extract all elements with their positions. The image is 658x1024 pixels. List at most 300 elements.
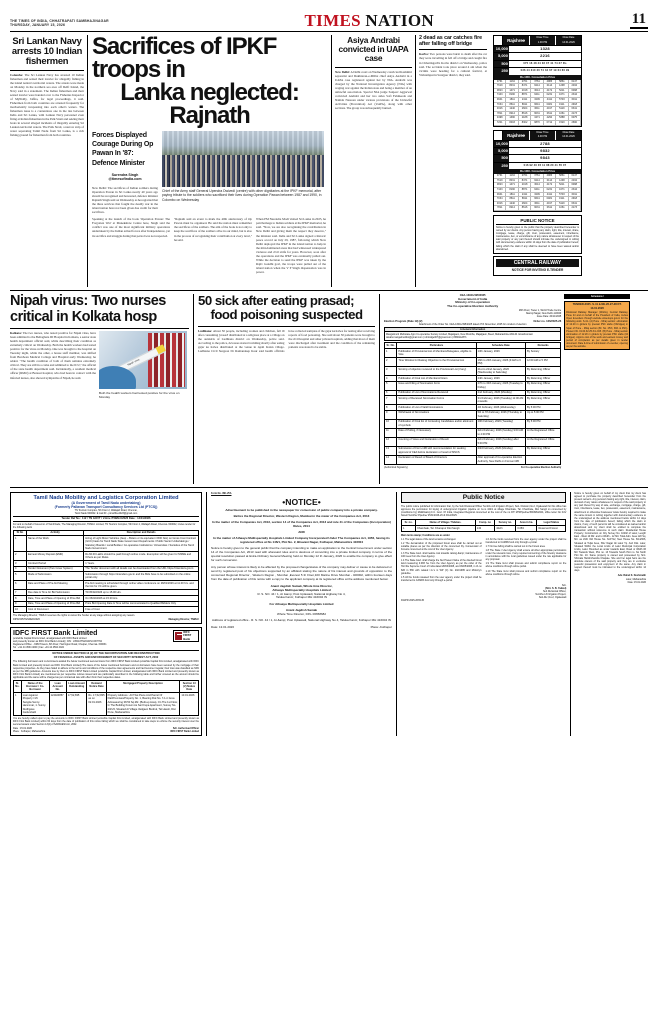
lottery-box	[493, 130, 582, 212]
tnmlc-note: The Managing Director, TNMLC reserves the rights to cancel the Tender at any stage without assigning any reason.	[13, 613, 136, 617]
lottery-number: 1061	[556, 206, 568, 211]
lottery-prize-row: 500 9843	[494, 154, 581, 161]
table-row: 10 Cost of Document Free of Cost	[14, 607, 199, 613]
lottery-number: 8214	[506, 112, 518, 117]
body-nipah	[10, 331, 96, 399]
idfc-logo-mark	[175, 632, 182, 640]
lottery-number: 0498	[494, 116, 506, 121]
headline-car-fire: 2 dead as car catches fire after falling off bridge	[419, 35, 483, 48]
lottery-box	[493, 35, 582, 127]
body-prasad	[198, 329, 375, 353]
table-row: 9 Withdrawal of Nominations 5th to 7th February, 2026 (Thursday to Saturday) Up to 5:00 PM	[385, 410, 561, 419]
lottery-number: 0481	[544, 103, 556, 108]
lottery-number: 2344	[569, 188, 581, 193]
tnmlc-tender-ref: Tender Ref No : 112 / TN GOVT / V-Hire /TNMLC/2026 Date : 14/01/2026	[13, 516, 199, 522]
public-notice-term: 1.6 All the funds received from the user agency under the project shall be transferred to CAMPA fund only through e-portal.	[485, 537, 567, 544]
lottery-number: 0761	[494, 174, 506, 179]
lottery-draw-date: Draw Date 14.01.2026	[555, 36, 581, 45]
lottery-number: 3014	[531, 183, 543, 188]
public-notice-small-body: Notice is hereby given to the public that the property described hereunder is owned by our clients. Any person having any claim, right, title, interest, share, mortgage, lease, charge, gift, trust, possession, easement, inheritance, maintenance, lien, or encumbrance of any nature whatsoever in respect of the said property or any part thereof should intimate the undersigned in writing with documentary evidence within 14 days from the date of publication hereof, failing which the claim if any shall be deemed to have been waived and/or abandoned.	[496, 225, 579, 251]
lottery-number: 5861	[556, 80, 568, 85]
table-row: 2 Time Window for Raising Objection to the Provisional List 16th to 20th January, 2026 (9 AM to 6 PM) 12:00 AM to 5 PM	[385, 357, 561, 366]
section-title-times: TIMES	[304, 11, 361, 30]
inc25a-sig-title: Whole Time Director, DIN- 06658682	[276, 612, 327, 617]
public-notice-term: 1.5 All the funds released from the user agency under the project shall be transferred to CAMPA fund only through e-portal.	[401, 575, 482, 582]
coop-order-no: Order no. 126/2025-26	[533, 319, 562, 323]
lottery-number: 3761	[531, 174, 543, 179]
table-row: 11 Date of Polling, if Necessary 22nd February, 2026 (Sunday) 9:00 AM to 4:00 PM At the Registered Office	[385, 428, 561, 437]
lottery-number: 1811	[506, 98, 518, 103]
coop-address1: 28th Floor, Tower 1, World Trade Centre	[518, 309, 562, 313]
lottery-number: 2918	[569, 103, 581, 108]
inc25a-body1: Notice is hereby given to the general public that the company intending to make an application to the Central Government under section 14 of the Companies Act, 2013 read with aforesaid rules and is desirous of converting into a private limited company in terms of the special resolution passed at Extra-Ordinary General Meeting held on Monday 12 th January, 2026 to enable the company to give effect for such conversion.	[211, 546, 392, 563]
coop-ref-no: CEA-13911/495/2025	[459, 294, 486, 297]
lottery-number: 3209	[531, 98, 543, 103]
inc25a-sub4: In the matter of Athaayu Multispecialty Hospitals Limited Company Incorporated Under The Companies Act, 1956, having its registered office at No 146/1, Plot No. 2, Bhavani Nagar, Kolhapur, Maharashtra 416004	[213, 535, 390, 544]
central-railway-tender-box	[564, 301, 630, 350]
lottery-number: 2173	[569, 206, 581, 211]
lottery-number: 8302	[519, 121, 531, 126]
lottery-number: 9031	[531, 206, 543, 211]
idfc-notice-title2: OF FINANCIAL ASSETS AND ENFORCEMENT OF SECURITY INTEREST ACT, 2002	[53, 655, 159, 659]
tnmlc-address2: Tamil Nadu 600002. E mail ID - ptcsoffice2023@gmail.com	[74, 512, 138, 516]
lottery-number: 8471	[519, 84, 531, 89]
table-header-row: Sr. no. Name of Village / Talukas. Comp. no Survey no. Area in ha. Legal Status	[402, 520, 566, 526]
notices-section	[10, 492, 648, 736]
table-row: 10 Publication of Final list of Contesting Candidates and/or allotment of symbols 10th February, 2026 (Tuesday) By 5:00 PM	[385, 419, 561, 428]
public-notice-sign3: Sub Divisional Officer,	[542, 590, 567, 594]
coop-authority-line: The Co-operative Election Authority	[447, 304, 499, 309]
inc25a-for: For Athaayu Multispecialty Hospitals Limited	[269, 602, 334, 607]
public-notice-term: 1.9 The State Govt shall process and submit compliance report on the above conditions through online portal.	[485, 562, 567, 569]
annexure-label: Annexure-I	[564, 294, 630, 299]
kicker-ipkf: Forces Displayed Courage During Op Pawan In '87: Defence Minister	[92, 132, 154, 167]
lottery-number: 9870	[531, 121, 543, 126]
body-text: The two nurses, who tested positive for Nipah virus, have been admitted to the Beliaghata ID Hospital in Kolkata, a senior state health department official said, while describing their condition as extremely critical on Wednesday. Both the health workers had tested positive for the virus on Monday. One was brought to the hospital on Tuesday night, while the other, a house staff member, was shifted from Burdwan Medical College and Hospital early Wednesday, he added. "The health condition of both of them remains extremely critical. They are still in a coma and admitted to the ICU," the official of the state health department said. Incidentally, a resident medical officer (RMO) at Barasat hospital, who had been in contact with the infected nurses, also showed symptoms of Nipah, he said.	[10, 331, 97, 380]
story-nipah	[10, 294, 194, 484]
lottery-number: 1298	[556, 84, 568, 89]
lottery-number: 2034	[569, 179, 581, 184]
byline-email: @timesofindia.com	[108, 177, 142, 182]
lottery-header	[494, 36, 581, 45]
body-ipkf-col4: When PM Narendra Modi visited Sri Lanka in 2025, he paid homage to Indian soldiers at the IPKF memorial, he said. "Now, we are also recognising the contribution in New Delhi and giving them the respect they deserve," the minister said. India and Sri Lanka signed a historic peace accord on July 29, 1987, following which New Delhi deployed the IPKF in the island nation to help in the mid-dominated areas that had witnessed widespread violence and civil strife for years. However, soon after the operations and the IPKF was eventually pulled out. While the decision to send the IPKF was taken by the Rajiv Gandhi govt, the troops were pulled out of the island nation when the V P Singh dispensation was in power.	[256, 217, 326, 274]
publication-date: THURSDAY, JANUARY 15, 2026	[10, 23, 66, 28]
lottery-number: 1390	[506, 116, 518, 121]
lottery-number: 4411	[544, 193, 556, 198]
lottery-number: 7811	[494, 112, 506, 117]
table-row: 6 Date and Place of Pre-bid Meeting Pre-bid meeting is scheduled through online video conference on 28/01/2026 at 11.00 hrs. and the link for VC will be given.	[14, 581, 199, 590]
lottery-number: 5211	[556, 183, 568, 188]
right-notice-sign: Adv. Rahul K. Deshmukh	[617, 574, 646, 578]
lottery-number: 1240	[506, 107, 518, 112]
table-row: 7 Due date & Time for Bid Submission Till 05/02/2026 up to 15.00 Hrs.	[14, 590, 199, 596]
idfc-notice-title1: NOTICE UNDER SECTION 13 (2) OF THE SECURITIZATION AND RECONSTRUCTION	[13, 650, 199, 656]
public-notice-sign1: Sd/-	[561, 583, 567, 587]
body-ipkf-col1	[92, 186, 158, 214]
headline-ipkf-line2: Lanka neglected: Rajnath	[120, 79, 299, 129]
lottery-number: 5119	[556, 107, 568, 112]
lottery-number: 4172	[544, 183, 556, 188]
coop-address2: Nauroji Nagar, New Delhi-110029	[525, 312, 562, 316]
lottery-number: 0712	[544, 121, 556, 126]
inc25a-sub2: Before the Regional Director, Western Region, Mumbai in the mater of the Companies Act, 2013	[233, 514, 370, 518]
lottery-number: 4172	[544, 89, 556, 94]
lottery-number: 5861	[556, 174, 568, 179]
lottery-number: 5703	[556, 98, 568, 103]
body-ipkf-col3: "Rajnath said an event to mark the 40th anniversary of Op Pawan must be organised. He said the nation must remember the sacrifices of the soldiers. The aim of the book is not only to keep the sacrifices of the soldiers alive in our mind, but is also in the process of recognising their contribution at every level," he said.	[174, 217, 252, 242]
tnmlc-address1: TN Tourism Complex, 5th Floor 2, Wallajah Road, Chennai,	[74, 509, 138, 512]
lottery-number: 8031	[506, 179, 518, 184]
lottery-number: 4017	[544, 202, 556, 207]
photo-tube-label: Nipah virus	[127, 358, 141, 368]
table-row: 5 Issue and Filing of Nomination Form 27th to 30th January, 2026 (Tuesday to Friday) By Returning Officer	[385, 381, 561, 390]
body-text: The Sri Lankan Navy has arrested 10 Indian fishermen and seized their trawler for allegedly fishing in the island nation's territorial waters. The arrests were made on Monday in the northern sea area off Delft Island, the Navy said in a statement. The Indian fishermen and their seized trawler were handed over to the Fisheries Inspector of Mylliddy, Jaffna, for legal proceedings, it said. Fishermen from both countries are arrested frequently for inadvertently trespassing into each other's waters. The fishermen issue is a contentious one in the ties between India and Sri Lanka, with Lankan Navy personnel even firing at Indian fishermen in the Palk Strait and seizing their boats in several alleged incidents of illegality entering Sri Lankan territorial waters. The Palk Strait, a narrow strip of water separating Tamil Nadu from Sri Lanka, is a rich fishing ground for fishermen from both countries.	[10, 72, 85, 138]
section-title-nation: NATION	[365, 11, 434, 30]
lottery-number: 0611	[544, 206, 556, 211]
lottery-number: 0231	[544, 93, 556, 98]
lottery-number: 1671	[556, 93, 568, 98]
lottery-number: 3014	[531, 89, 543, 94]
masthead	[10, 6, 648, 32]
public-notice-term: 1.2 The demarcation of the proposed forest area shall be carried out at suitable places as per the direction of the concerned Dy. Conservator of Forests concerned at the cost of the User Agency.	[401, 541, 482, 551]
inc25a-sub1: Advertisement to be published in the newspaper for conversion of public company into a private company.	[225, 508, 378, 513]
headline-prasad-line2: food poisoning suspected	[210, 307, 363, 323]
lottery-number: 3611	[531, 202, 543, 207]
public-notice-term: 1.10 The State Govt shall process and submit compliance report on the above conditions through online.	[485, 569, 567, 576]
lottery-number: 1298	[556, 179, 568, 184]
lottery-number: 7619	[494, 84, 506, 89]
lottery-number: 2918	[569, 197, 581, 202]
lottery-number: 6098	[569, 89, 581, 94]
table-row: 14 Declaration of Result of Board of Directors After approval of Co-operative Election Authority, New Delhi on Format 13B	[385, 455, 561, 464]
lottery-number: 9031	[531, 112, 543, 117]
inc25a-sig-name: Anant Jagdish Samak	[285, 608, 318, 613]
table-row: 4 Tender Document (Two Cover System) The Tender document with all details can be downloaded from the URL https://tntenders.gov.in	[14, 566, 199, 572]
body-ipkf-col2: Speaking at the launch of the book 'Operation Pawan: The Forgotten War' at Manekshaw Centre here, Singh said the conflict was one of the most significant military operations undertaken by the Indian armed forces after Independence, yet its sacrifice and struggle during that period was not respected.	[92, 217, 170, 238]
section-title	[305, 12, 434, 29]
table-row: 6 Publication of List of Nominations Received 2nd February, 2026 (Monday) By Returning Officer	[385, 390, 561, 396]
tnmlc-tender-notice	[10, 492, 202, 624]
dateline: Kolkata:	[10, 331, 22, 335]
tnmlc-dipr: DIPR/345/TENDER/2026	[13, 617, 40, 621]
lottery-number: 2604	[519, 202, 531, 207]
idfc-borrower-table	[13, 680, 199, 716]
public-notice-sign4: Tembhu Lift Irrigation Project,	[535, 593, 567, 597]
public-notice-sign5: Sub-Div.,No-2, Ogalewadi	[538, 596, 567, 600]
tnmlc-intro: For and on behalf of Governor of Tamil Nadu, The Managing Director, TNMLC Limited, TN Tourism Complex, 5th Floor 2, Wallajah Road, Chennai- 600002, invites tender for the following work	[13, 522, 196, 529]
lottery-number: 6911	[569, 193, 581, 198]
idfc-date: Date : 15.01.2026	[13, 727, 33, 731]
lottery-number: 2188	[519, 116, 531, 121]
idfc-place: Place : Kolhapur, Maharashtra	[13, 730, 46, 734]
table-header-row: Sl No Activity Description and Details	[14, 530, 199, 536]
lottery-prize-row: 10,000 2788	[494, 140, 581, 147]
central-railway-subtitle: NOTICE FOR INVITING E-TENDER	[511, 267, 564, 272]
body-text: A Delhi court on Wednesday convicted Kashmiri separatist and Dukhtaran-e-Millat chief Asiya Andrabi in a UAPA case registered against her by NIA. Andrabi was charged by the National Investigation Agency (NIA) with waging war against the Indian state and being a member of an unlawful association. Special NIA judge Sanjeev Aggarwal convicted Andrabi and her two aides Sofi Fehmeeda and Nahida Nasreen under various provisions of the Unlawful Activities (Prevention) Act (UAPA), along with other sections. The group was subsequently burned.	[335, 69, 412, 111]
lottery-number: 3471	[531, 116, 543, 121]
headline-nipah-line2: critical in Kolkata hosp	[10, 308, 157, 325]
lottery-number: 1520	[556, 121, 568, 126]
inc25a-date: Date: 13.01.2026	[211, 624, 235, 629]
coop-issue-date: Issue Date: 20/11/2025	[536, 315, 562, 319]
lottery-number: 2018	[519, 89, 531, 94]
right-public-notice	[570, 492, 646, 736]
table-header-row: Sl. No. Name of the Borrower / Co-Borrower Loan Account No. Loan Amount Outstanding Demand Notice Date Mortgaged Property Description Section 13 (2) Notice Date	[14, 680, 199, 692]
lottery-number: 7034	[494, 197, 506, 202]
idfc-notice	[10, 627, 202, 736]
section-divider	[10, 290, 648, 291]
coop-election-program-table	[384, 342, 561, 464]
lottery-number: 0611	[544, 112, 556, 117]
central-railway-title: CENTRAL RAILWAY	[496, 259, 579, 267]
table-row: 13 Submission of Form-13B with recommendation for seeking approval of CEA before declaration of result of MSCS 23rd February, 2026 (Monday) By Returning Officer	[385, 446, 561, 455]
body-asiya-andrabi	[335, 70, 412, 110]
lottery-draw-time: Draw Time 4.00 PM	[529, 131, 555, 140]
lottery-logo-icon	[494, 36, 503, 45]
lottery-number: 8403	[506, 121, 518, 126]
idfc-signature: Sd/- Authorised Officer	[172, 727, 199, 731]
inc25a-addr1: R. S. NO. 44 / 1, At &amp; Post Uplawadi, National Highway No 4,	[257, 591, 346, 596]
lottery-number: 8871	[519, 188, 531, 193]
table-row: 1 Loan Against Property / Mr. Sangita Sunny Hanmmar, 1. Sunny Dudhgave Gudumbatli 124024857 17,52,835 Rs. 17,52,835 as on 02.01.2026 Property Address : All That Piece And Parcel Of Flat/Premises/Property No. 1, Bearing Flat No. 7-1-C Area Admeasuring 38.50 Sq.Mtr. (Built-up Area), On The 1st Floor, In The Building Known As Sai Krupa Apartment, Survey No. 23/1/3, Situated At Village Vadgaon Budruk, Tal Haveli, Dist Pune, Maharashtra 13.01.2026	[14, 693, 199, 716]
lottery-number: 6098	[569, 183, 581, 188]
table-header-row: Sr. No. Particulars Schedule Date Remarks	[385, 343, 561, 349]
idfc-logo-text: IDFC FIRST Bank	[183, 629, 192, 641]
lottery-name: Rajshree	[507, 132, 525, 138]
table-row: 7 Scrutiny of Received Nomination Forms 3rd February, 2026 (Tuesday) 11:00 AM onwards By Returning Officer	[385, 396, 561, 405]
lottery-number: 6147	[569, 80, 581, 85]
lottery-number: 8911	[519, 103, 531, 108]
table-row: 5 Mode of Submission Submission through https://tntenders.gov.in and the Bids have to be submitted on the online portal only.	[14, 572, 199, 581]
body-text: About 50 people, including women and children, fell ill after consuming 'prasad' distributed at a religious place at a village on the outskirts of Ludhiana district on Wednesday, police said. According to the police, devotees started vomiting shortly after eating gajar ka halwa distributed at the venue in Ayali Kalan village. Ludhiana Civil Surgeon Dr Ramandeep Kaur said health officials have collected samples of the gajar ka halwa for testing after receiving reports of food poisoning. She said about 50 patients were brought to the civil hospital and other private hospitals, adding that most of them were discharged after treatment and the condition of the remaining patients was stated to be stable.	[198, 328, 375, 354]
lottery-number: 7443	[494, 188, 506, 193]
lottery-number-grid	[494, 174, 581, 211]
lottery-number: 8616	[519, 112, 531, 117]
table-row: 9 Date, Time and Place of Opening of Price Bid Price Bid Opening Date & Time will be communicated to Qualified Bidders Only	[14, 601, 199, 607]
lottery-prize-row: 250 016 92 40 35 11 88 20 41 55 07	[494, 162, 581, 169]
table-row: 4 Publication of Final List of Members/Voters 24th January, 2026 By Returning Officer	[385, 375, 561, 381]
inc25a-place: Place:-Kolhapur	[370, 624, 392, 629]
inc25a-company: Athaayu Multispecialty Hospitals Limited	[272, 587, 331, 592]
table-row: 3 Scrutiny of objection received to the Provisional List (if any) 21st to 22nd January, 2026 (Wednesday to Saturday) By Returning Officer	[385, 366, 561, 375]
headline-sri-lankan-navy: Sri Lankan Navy arrests 10 Indian fishermen	[11, 35, 83, 67]
public-notice-small-title: PUBLIC NOTICE	[496, 218, 579, 225]
lottery-prize-row: 10,000 1328	[494, 45, 581, 52]
lottery-number: 9411	[531, 93, 543, 98]
table-row: 1 Publication of Provisional List of Members/Delegates, eligible to Vote 13th January, 2026 By Society	[385, 348, 561, 357]
lottery-number: 1911	[556, 197, 568, 202]
lottery-number: 5703	[556, 193, 568, 198]
coop-govt-line: Government of India	[458, 296, 488, 301]
caption-nipah-photo: Both the health workers had tested positive for the virus on Monday	[99, 391, 180, 399]
lottery-number: 0761	[494, 80, 506, 85]
lottery-number: 4290	[544, 116, 556, 121]
lottery-number: 2411	[519, 193, 531, 198]
lottery-number: 0231	[544, 188, 556, 193]
lottery-number: 0941	[494, 193, 506, 198]
news-section	[10, 35, 648, 287]
lottery-number: 1471	[506, 89, 518, 94]
tnmlc-tender-table	[13, 530, 199, 613]
inc25a-title: •NOTICE•	[282, 497, 321, 508]
lottery-prize-row: 5,000 9832	[494, 147, 581, 154]
lottery-number: 0316	[494, 202, 506, 207]
lottery-number: 2034	[569, 84, 581, 89]
lottery-number: 3611	[531, 107, 543, 112]
idfc-line2: and presently known as IDFC First Bank Limited) | CIN : L65110TN2014PLC097792	[13, 640, 102, 644]
idfc-footer-text: You are hereby called upon to pay the amounts to IDFC FIRST Bank Limited (erstwhile Capital First Limited, amalgamated with IDFC Bank Limited and presently known as IDFC First Bank Limited) within 60 days from the date of publication of this notice failing which we shall be constrained to take steps to enforce the security interest over the secured assets under Section 13(4) of SARFAESI Act, 2002.	[13, 717, 199, 727]
lottery-number: 8611	[506, 103, 518, 108]
lottery-number: 2604	[519, 107, 531, 112]
lottery-draw-time: Draw Time 1.00 PM	[529, 36, 555, 45]
table-row: 1 Name of the Work Hiring of Light Motor Vehicles (Jeep – Bolero or its equivalent 1500 Nos) on Gross Cost Contract (GCC) basis for Tamil Nadu State Government Departments / Public Sector Undertakings / Statutory Boards / Local Bodies / Co-operative Institutions / Universities / Societies of the Tamil Nadu Government.	[14, 536, 199, 552]
publication-name: THE TIMES OF INDIA, CHHATRAPATI SAMBHAJINAGAR	[10, 18, 109, 23]
inc25a-and: AND	[298, 529, 305, 534]
lottery-number: 7201	[494, 121, 506, 126]
lottery-number: 4411	[544, 98, 556, 103]
photo-vials	[148, 333, 185, 386]
table-row: 8 Date, Time and Place of Opening of Price Bid On 06/02/2026 at 15.30 Hrs.	[14, 596, 199, 602]
lottery-number: 2761	[519, 80, 531, 85]
body-text: New Delhi: The sacrifices of Indian soldiers during Operation Pawan in Sri Lanka nearly 40 years ago should be recognised and honoured, defence minister Rajnath Singh said on Wednesday as he regretted that the three services that fought the deadly war in the island nation have not been given due credit for their sacrifices.	[92, 186, 158, 215]
lottery-number: 2018	[519, 183, 531, 188]
idfc-reg-office: Registered Office: - KRM Towers, 8th Floor, Harrington Road, Chetpet, Chennai- 600031	[13, 643, 107, 647]
lottery-number: 0823	[494, 183, 506, 188]
headline-asiya-andrabi: Asiya Andrabi convicted in UAPA case	[338, 35, 409, 64]
lottery-number: 0941	[494, 98, 506, 103]
lottery-number: 8031	[506, 84, 518, 89]
lottery-number: 8190	[506, 188, 518, 193]
lottery-logo-icon	[494, 131, 503, 140]
coop-footer-left: (Authorized Signatory)	[384, 465, 408, 469]
lottery-number: 7811	[494, 206, 506, 211]
lottery-number: 1471	[506, 183, 518, 188]
lottery-number: 0114	[544, 84, 556, 89]
public-notice-term: 1.3 The State Govt. shall realize cost towards raising &amp; maintenance of 100 trees from the User Agency.	[401, 552, 482, 559]
right-notice-body: Notice is hereby given on behalf of my client that my client has agreed to purchase the property described hereunder from the present owner/s. Any person/s having any right, title, interest, claim, demand of any nature whatsoever in respect of the said property or any part thereof by way of sale, exchange, mortgage, charge, gift, trust, inheritance, lease, lien, possession, easement, maintenance, attachment or otherwise howsoever is/are hereby required to make the same known in writing together with documentary evidence to the undersigned at the address mentioned below within 14 days from the date of publication hereof, failing which the claim or claims, if any, of such person/s will be considered as waived and/or abandoned and my client shall be entitled to complete the transaction without reference to such claim. Residential House Property, Construction on City Survey No. 10202 of Latur, Length East - West 10 Mtr. and to Width - 12 Mtr. Total Adm. Area 120 Sq. Mtr. as LMC Old House No. N-8/712, New House No. 8/14/006, Situated at Tuljai Area, Shiv Nagar Ali Latur Tq. And Dist. Latur, Situated Within the Local Limits of Latur Municipal Corporation Limits, Latur. Bounded as under towards East, Road or Width 06 Mtr Towards West, Plot no. 13 Towards South Plot no. No North Plot No. 10. Same property is owned and possessed by Smt. Shimala Harishchandra Chapate. She and her legal heirs are the absolute owners of the said property and they are in exclusive peaceful possession and enjoyment of the same. Any claim in respect thereof must be intimated to the undersigned within 14 days.	[574, 492, 646, 573]
lottery-results-column	[490, 35, 582, 287]
right-notice-date: Date: 15.01.2026	[627, 580, 646, 584]
public-notice-title: Public Notice	[401, 492, 566, 503]
notice-column-right	[396, 492, 646, 736]
story-ipkf	[88, 35, 332, 287]
lottery-number: 9214	[531, 84, 543, 89]
lottery-number: 9214	[531, 179, 543, 184]
lottery-number: 0114	[544, 179, 556, 184]
body-car-fire	[419, 52, 487, 76]
inc25a-name: Anant Jagdish Samak, Whole time Director,	[270, 583, 333, 588]
lottery-number: 8616	[519, 206, 531, 211]
idfc-body: The following borrowers and co-borrowers availed the below mentioned secured loans from IDFC FIRST Bank Limited (erstwhile Capital First Limited, amalgamated with IDFC Bank Limited and presently known as IDFC First Bank Limited) The loans of the below mentioned borrowers and co-borrowers have been secured by the mortgage of their respective properties. As they have failed to adhere to the terms and conditions of the respective loan agreements and had become irregular, their loan was classified as NPA as per the RBI guidelines. Amounts due by them to IDFC FIRST Bank Limited (erstwhile Capital First Limited, amalgamated with IDFC Bank Limited and presently known as IDFC First Bank Limited) are mentioned as per respective notices issued and are particularly described in the following table and further covered as the amount should be applicable and the same will be charged as per contractual rate with effect from their respective dates.	[13, 660, 199, 679]
lottery-number: 8214	[506, 206, 518, 211]
idfc-signature-org: IDFC FIRST Bank Limited	[170, 730, 199, 734]
photo-nipah-test-tube	[99, 331, 187, 389]
headline-prasad-line1: 50 sick after eating prasad;	[198, 293, 355, 308]
lottery-number: 8611	[506, 197, 518, 202]
public-notice-small	[493, 215, 582, 254]
photo-figures	[162, 155, 324, 187]
lottery-number: 4983	[544, 174, 556, 179]
idfc-title: IDFC FIRST Bank Limited	[13, 630, 98, 638]
lottery-number: 1134	[506, 174, 518, 179]
lottery-number: 2690	[569, 121, 581, 126]
lottery-number: 4983	[544, 80, 556, 85]
coop-society-name: Mangalmurti Multistate Agro Co-operative Society Limited, Majalgaon, New Monitha, Majalgaon, Beed, Maharashtra-431140. Email/contact details:mangalmultibo@gmail.com | rohinidge007@gmail.com | 8380112871	[384, 332, 561, 341]
lottery-draw-date: Draw Date 14.01.2026	[555, 131, 581, 140]
story-asiya-andrabi	[332, 35, 416, 287]
idfc-line1: (erstwhile Capital First Limited, amalgamated with IDFC Bank Limited	[13, 637, 87, 641]
lottery-number: 9411	[531, 188, 543, 193]
lottery-number: 7443	[494, 93, 506, 98]
publication-info	[10, 19, 109, 29]
lottery-number: 1061	[556, 112, 568, 117]
lottery-number: 8871	[519, 93, 531, 98]
public-notice-table	[401, 519, 566, 531]
lottery-number: 8190	[506, 93, 518, 98]
table-row: 12 Counting of Votes and Declaration of Result 22nd February, 2026 (Sunday) after 5:00 PM At the Registered Office	[385, 437, 561, 446]
public-notice-term: 1.1 The legal status of the land remains unchanged.	[401, 537, 456, 541]
page-number: 11	[631, 11, 646, 27]
lottery-prize-row: 5,000 2216	[494, 52, 581, 59]
lottery-number: 2173	[569, 112, 581, 117]
lottery-number: 4017	[544, 107, 556, 112]
lottery-number: 6341	[569, 202, 581, 207]
lottery-number: 1240	[506, 202, 518, 207]
lottery-number: 0316	[494, 107, 506, 112]
coop-footer-right: For Co-operative Election Authority	[520, 465, 562, 469]
photo-glove	[99, 366, 136, 389]
lottery-number: 1134	[506, 80, 518, 85]
photo-ipkf-memorial	[162, 131, 324, 187]
right-notice-addr: Latur, Maharashtra	[625, 577, 646, 581]
lottery-consolation-header: Rs.100/- Consolation Prize	[494, 75, 581, 80]
coop-ministry-line: Ministry of Co-operation	[455, 300, 490, 305]
central-railway-tender-body: Divisional Railway Manager (Works), Central Railway, Pune for and on behalf of the President of India, invites Open E-tenders through website www.ireps.gov.in for the following work. S-41- (A) Pune - Miraj section: elimination of 12.20 m girders by precast PSC slabs (Obridges) in Span of Pune - Miraj section (Br. No. 25/3, 39/1 & 45/1). Present ID- 01.04.32.25.3.G.015. (B) Pune - Miraj section elimination of 12.20 m girders by precast PSC slabs (04 bridges). Approx cost of the work and earnest money and period of completion as per details given in tender document. Date & time of submission of e-tender, opening as per the website.	[566, 311, 628, 349]
cooperative-election-notice	[380, 294, 630, 484]
public-notice-term: 1.8 The State / User Agency shall ensure all other appropriate permissions under the relevant rules, if any required concerning of the forestry clearance in accordance with the rural guidelines issued under the rule applicable for any proposal.	[485, 548, 567, 562]
lottery-number: 3761	[531, 80, 543, 85]
lottery-number: 2761	[519, 174, 531, 179]
idfc-logo-icon	[173, 630, 199, 642]
lottery-number: 5388	[556, 116, 568, 121]
lottery-number: 1911	[556, 103, 568, 108]
tnmlc-signature: Managing Director, TNMLC	[168, 617, 199, 621]
lottery-number-grid	[494, 80, 581, 126]
headline-ipkf-line1: Sacrifices of IPKF troops in	[92, 33, 277, 83]
public-notice-term: 1.7 No tree felling shall be carried out in the Forest area.	[485, 544, 546, 548]
public-notice-terms-title: Main terms &amp; Conditions are as under	[401, 533, 450, 537]
coop-order-line: Attachment of the Order No. CEA-13011/495/2025 dated 27th November, 2025 for conduct of election	[418, 323, 527, 326]
body-sri-lankan-navy	[10, 73, 84, 138]
story-prasad	[194, 294, 380, 484]
public-notice-terms	[401, 538, 566, 582]
news-section-two	[10, 294, 648, 484]
lottery-number: 5119	[556, 202, 568, 207]
public-notice-intro: The public notice published for information that, by the Sub Divisional Officer Tembhu Lift Irrigation Project, Sub- Division,No-2, Ogalewadi for this office has approves the permission for laying of underground irrigation pipeline on G.no 422/1 at village Khambale, Tal. Khambale, Dist Sangli on concerned by (conditions by) MoEF&amp;C.C. Govt. Of India, Integrated Regional concerned at the cost of the no FP! MH/Pipeline/459496/2024, office letter No D-6/ Nocell Tembhu/ Pipeline/ 2531/2026-26 dt 9/12/2025.	[401, 505, 567, 518]
story-sri-lankan-navy	[10, 35, 88, 287]
lottery-name: Rajshree	[507, 38, 525, 43]
inc25a-sub3: In the matter of the Companies Act, 2013, section 14 of the Companies Act, 2013 and rule 41 of the Companies (Incorporation) Rules, 2014	[212, 519, 391, 528]
table-row: 3 Contract Period 1 Years.	[14, 561, 199, 567]
lottery-number: 2344	[569, 93, 581, 98]
table-row: 2 Earnest Money Deposit (EMD) Rs.60.00 Lakhs should be paid through online mode. Exemption will be given for MSME and Others as per Rules.	[14, 552, 199, 561]
lottery-number: 7619	[494, 179, 506, 184]
lottery-number: 6075	[569, 116, 581, 121]
tnmlc-subtitle2: (Formerly Pallavan Transport Consultancy Services Ltd (PTCS))	[54, 505, 158, 509]
coop-program-title: Election Program (Rule 19) (2)	[384, 319, 423, 323]
lottery-number: 8911	[519, 197, 531, 202]
lottery-prize-row: 250 036 44 310 20 74 34 67 19 64 60 99	[494, 67, 581, 74]
